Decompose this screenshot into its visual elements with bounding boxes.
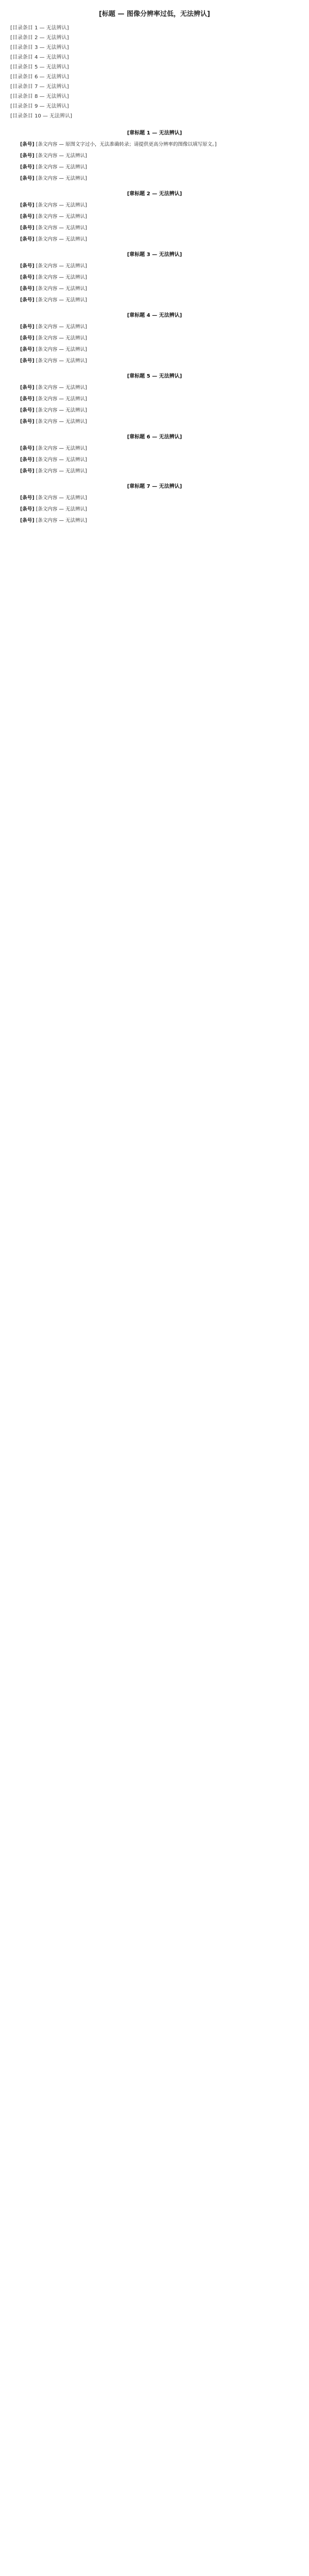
chapter-heading: [章标题 3 — 无法辨认] [127,252,182,258]
article-text: [条文内容 — 无法辨认] [36,202,87,208]
article-number: [条号] [20,263,35,269]
article-text: [条文内容 — 无法辨认] [36,468,87,474]
article-number: [条号] [20,446,35,451]
article-number: [条号] [20,396,35,402]
toc-entry: [目录条目 1 — 无法辨认] [10,25,69,31]
chapter-heading: [章标题 4 — 无法辨认] [127,313,182,318]
article-number: [条号] [20,518,35,523]
article-text: [条文内容 — 无法辨认] [36,518,87,523]
article-number: [条号] [20,225,35,231]
article-text: [条文内容 — 无法辨认] [36,324,87,330]
article-paragraph [10,417,299,426]
article-number: [条号] [20,202,35,208]
toc-entry: [目录条目 4 — 无法辨认] [10,55,69,60]
article-text: [条文内容 — 无法辨认] [36,236,87,242]
article-number: [条号] [20,495,35,501]
article-text: [条文内容 — 无法辨认] [36,225,87,231]
chapter-heading: [章标题 2 — 无法辨认] [127,191,182,197]
article-paragraph [10,235,299,244]
article-text: [条文内容 — 无法辨认] [36,419,87,425]
article-paragraph [10,505,299,514]
article-paragraph [10,151,299,160]
article-paragraph [10,516,299,525]
article-paragraph [10,345,299,354]
chapter-heading: [章标题 6 — 无法辨认] [127,434,182,440]
article-paragraph [10,383,299,392]
article-number: [条号] [20,214,35,219]
article-text: [条文内容 — 无法辨认] [36,335,87,341]
article-text: [条文内容 — 无法辨认] [36,164,87,170]
article-text: [条文内容 — 无法辨认] [36,506,87,512]
article-paragraph [10,212,299,221]
article-number: [条号] [20,506,35,512]
article-paragraph [10,334,299,343]
article-number: [条号] [20,358,35,364]
article-number: [条号] [20,153,35,159]
article-text: [条文内容 — 无法辨认] [36,495,87,501]
article-paragraph [10,201,299,210]
article-paragraph [10,444,299,453]
article-text: [条文内容 — 无法辨认] [36,457,87,463]
document-body [10,128,299,525]
article-number: [条号] [20,286,35,292]
article-number: [条号] [20,408,35,413]
article-text: [条文内容 — 无法辨认] [36,385,87,391]
article-number: [条号] [20,236,35,242]
article-text: [条文内容 — 无法辨认] [36,176,87,181]
article-number: [条号] [20,457,35,463]
toc-entry: [目录条目 3 — 无法辨认] [10,45,69,50]
article-paragraph [10,323,299,331]
article-number: [条号] [20,142,35,147]
toc-entry: [目录条目 2 — 无法辨认] [10,35,69,41]
chapter-heading: [章标题 7 — 无法辨认] [127,484,182,489]
toc-entry: [目录条目 6 — 无法辨认] [10,74,69,80]
toc-entry: [目录条目 7 — 无法辨认] [10,84,69,90]
article-number: [条号] [20,275,35,280]
toc-entry: [目录条目 5 — 无法辨认] [10,64,69,70]
article-paragraph [10,455,299,464]
article-text: [条文内容 — 无法辨认] [36,286,87,292]
article-text: [条文内容 — 无法辨认] [36,408,87,413]
chapter-heading: [章标题 1 — 无法辨认] [127,130,182,136]
table-of-contents [10,23,299,121]
article-paragraph [10,494,299,502]
article-number: [条号] [20,468,35,474]
article-number: [条号] [20,164,35,170]
chapter-heading: [章标题 5 — 无法辨认] [127,374,182,379]
article-text: [条文内容 — 无法辨认] [36,214,87,219]
article-text: [条文内容 — 无法辨认] [36,263,87,269]
article-paragraph [10,296,299,304]
article-paragraph [10,357,299,365]
article-number: [条号] [20,419,35,425]
document-title: [标题 — 图像分辨率过低，无法辨认] [99,10,210,18]
article-text: [条文内容 — 无法辨认] [36,297,87,303]
article-text: [条文内容 — 无法辨认] [36,275,87,280]
article-paragraph [10,140,299,149]
article-text: [条文内容 — 无法辨认] [36,347,87,352]
article-paragraph [10,395,299,403]
article-number: [条号] [20,347,35,352]
article-paragraph [10,163,299,172]
article-text: [条文内容 — 原图文字过小，无法准确转录；请提供更高分辨率的图像以填写原文。] [36,142,217,147]
toc-entry: [目录条目 8 — 无法辨认] [10,94,69,99]
article-number: [条号] [20,335,35,341]
article-paragraph [10,406,299,415]
toc-entry: [目录条目 9 — 无法辨认] [10,104,69,109]
article-number: [条号] [20,176,35,181]
article-number: [条号] [20,297,35,303]
article-paragraph [10,284,299,293]
article-number: [条号] [20,385,35,391]
article-text: [条文内容 — 无法辨认] [36,446,87,451]
toc-entry: [目录条目 10 — 无法辨认] [10,113,73,119]
article-paragraph [10,174,299,183]
article-paragraph [10,262,299,270]
article-text: [条文内容 — 无法辨认] [36,153,87,159]
article-text: [条文内容 — 无法辨认] [36,358,87,364]
article-paragraph [10,273,299,282]
article-paragraph [10,467,299,476]
article-text: [条文内容 — 无法辨认] [36,396,87,402]
article-number: [条号] [20,324,35,330]
article-paragraph [10,224,299,232]
